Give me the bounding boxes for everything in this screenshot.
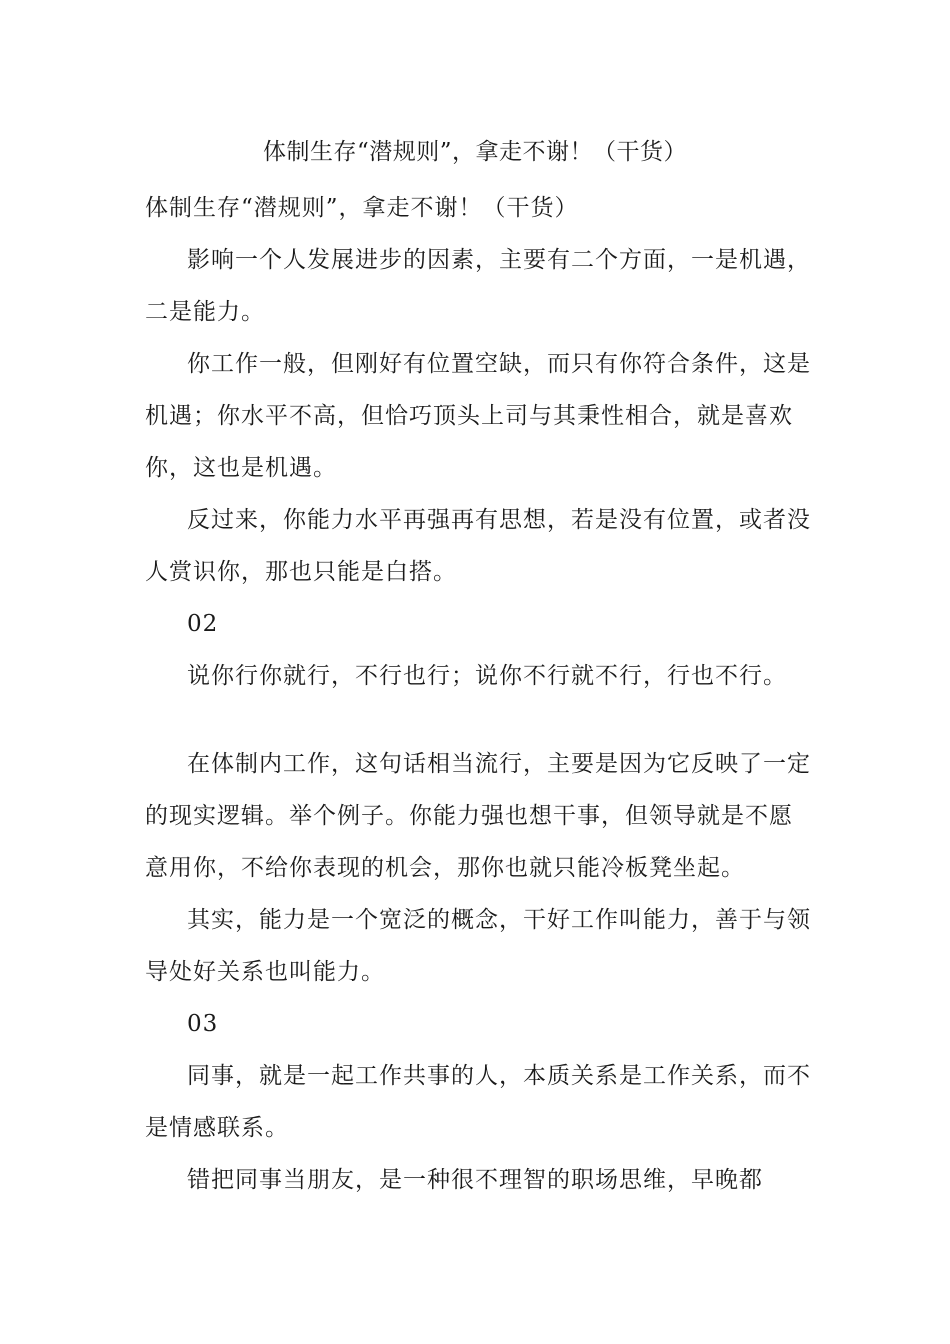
paragraph: 你工作一般，但刚好有位置空缺，而只有你符合条件，这是机遇；你水平不高，但恰巧顶头上司与其秉性相合，就是喜欢你，这也是机遇。 <box>145 351 811 481</box>
paragraph: 在体制内工作，这句话相当流行，主要是因为它反映了一定的现实逻辑。举个例子。你能力强也想干事，但领导就是不愿意用你，不给你表现的机会，那你也就只能冷板凳坐起。 <box>145 751 811 881</box>
paragraph: 同事，就是一起工作共事的人，本质关系是工作关系，而不是情感联系。 <box>145 1063 811 1141</box>
paragraph: 其实，能力是一个宽泛的概念，干好工作叫能力，善于与领导处好关系也叫能力。 <box>145 907 811 985</box>
paragraph: 说你行你就行，不行也行；说你不行就不行，行也不行。 <box>187 663 787 689</box>
section-number: 03 <box>187 1011 219 1037</box>
blank-line <box>145 702 815 738</box>
section-number: 02 <box>187 611 219 637</box>
paragraph: 反过来，你能力水平再强再有思想，若是没有位置，或者没人赏识你，那也只能是白搭。 <box>145 507 811 585</box>
paragraph: 错把同事当朋友，是一种很不理智的职场思维，早晚都 <box>187 1167 763 1193</box>
paragraph-subtitle: 体制生存“潜规则”，拿走不谢！（干货） <box>145 195 579 221</box>
document-body <box>145 182 815 1206</box>
paragraph: 影响一个人发展进步的因素，主要有二个方面，一是机遇，二是能力。 <box>145 247 811 325</box>
document-title: 体制生存“潜规则”，拿走不谢！（干货） <box>262 139 688 165</box>
